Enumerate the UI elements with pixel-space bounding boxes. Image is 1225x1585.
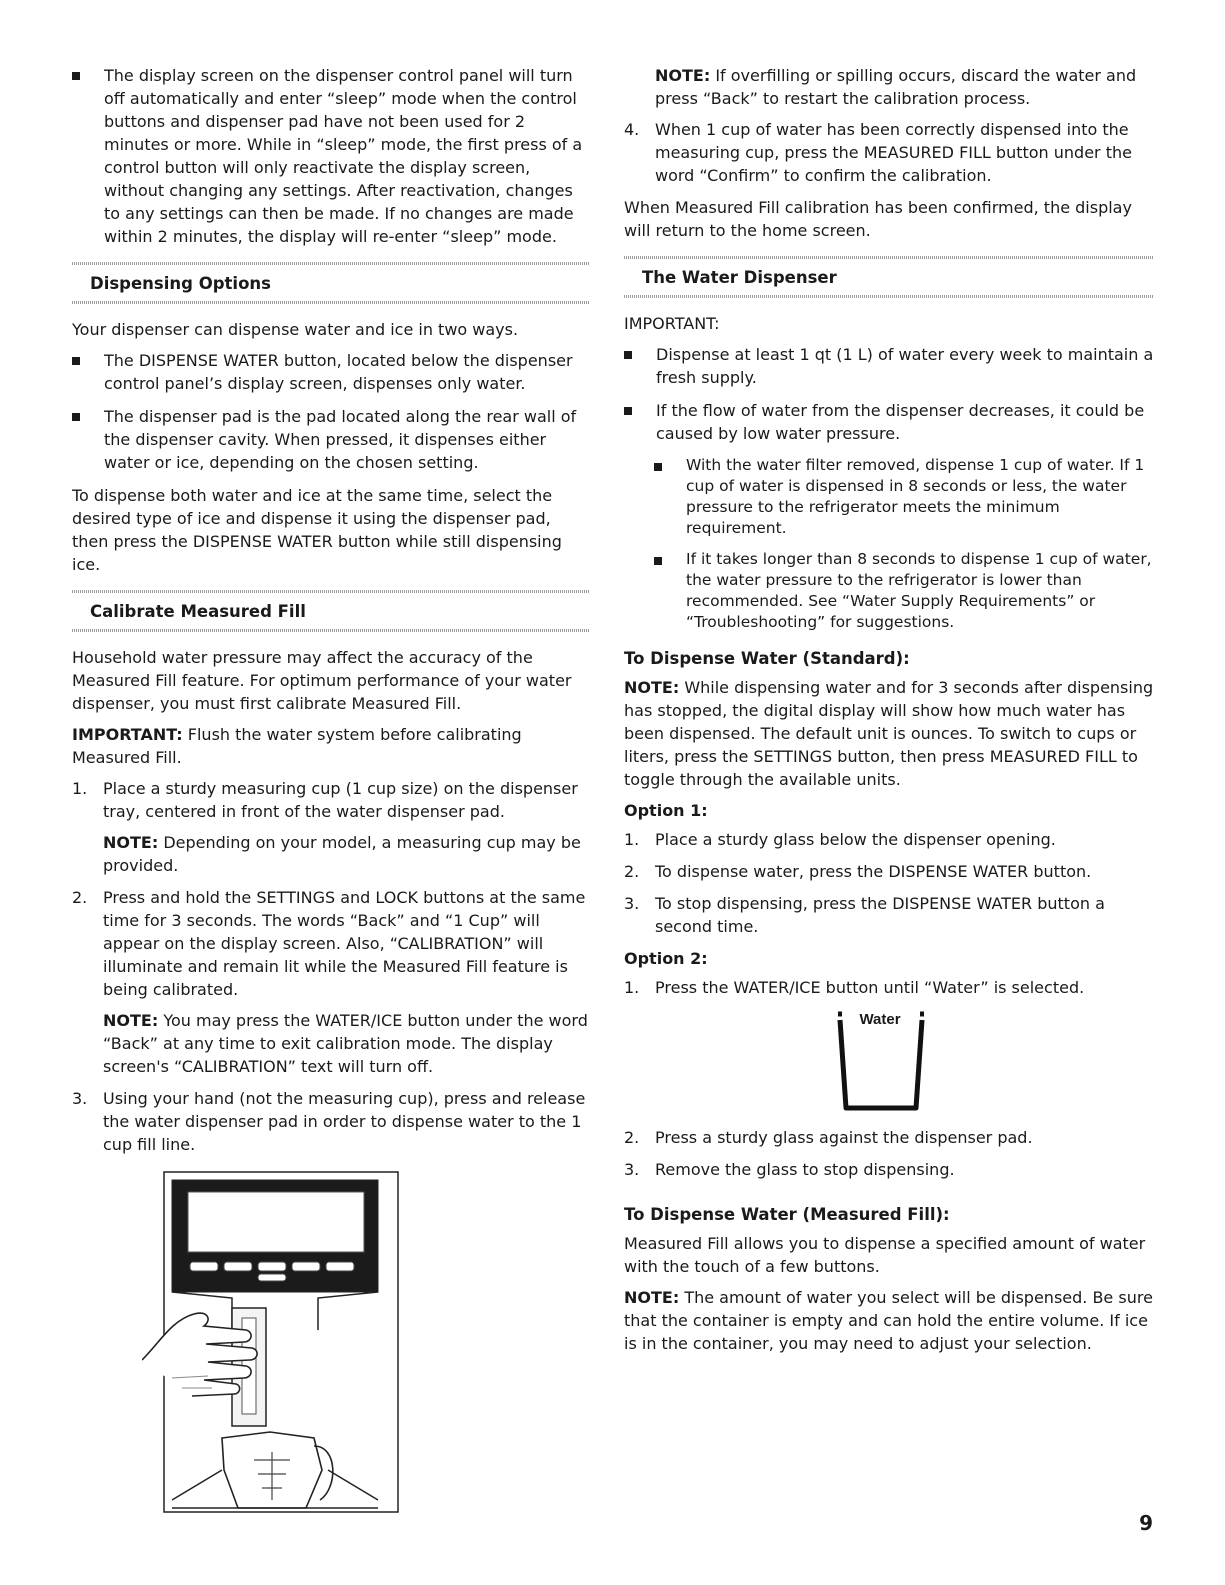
- step-text: Press the WATER/ICE button until “Water” is selected.: [655, 978, 1085, 997]
- option-step: [624, 976, 1154, 999]
- option-step: [624, 860, 1154, 883]
- step-number: 3.: [72, 1089, 88, 1108]
- water-pressure-sub-bullet: If it takes longer than 8 seconds to dispense 1 cup of water, the water pressure to the refrigerator is lower than recommended. See “Water Supply Requirements” or “Troubleshooting” for suggestions.: [654, 549, 1154, 633]
- note-text: Depending on your model, a measuring cup may be provided.: [103, 833, 581, 875]
- step-text: To stop dispensing, press the DISPENSE WATER button a second time.: [655, 894, 1105, 936]
- step-number: 3.: [624, 1160, 640, 1179]
- calibrate-heading: Calibrate Measured Fill: [72, 590, 590, 632]
- note-text: While dispensing water and for 3 seconds after dispensing has stopped, the digital display will show how much water has been dispensed. The default unit is ounces. To switch to cups or liters, press the SETTINGS button, then press MEASURED FILL to toggle through the available units.: [624, 678, 1154, 789]
- measured-intro: Measured Fill allows you to dispense a specified amount of water with the touch of a few buttons.: [624, 1234, 1146, 1276]
- dispensing-options-outro: To dispense both water and ice at the same time, select the desired type of ice and dispense it using the dispenser pad, then press the DISPENSE WATER button while still dispensing ice.: [72, 486, 562, 574]
- option-step: [624, 828, 1154, 851]
- step-number: 2.: [624, 862, 640, 881]
- standard-note: [624, 676, 1154, 791]
- dispense-measured-heading: To Dispense Water (Measured Fill):: [624, 1205, 950, 1224]
- note-text: If overfilling or spilling occurs, discard the water and press “Back” to restart the calibration process.: [655, 66, 1137, 108]
- option-1-heading: Option 1:: [624, 801, 708, 820]
- dispensing-options-intro: Your dispenser can dispense water and ice in two ways.: [72, 320, 519, 339]
- page-number: 9: [1139, 1511, 1153, 1535]
- step-note: [103, 831, 590, 877]
- dispense-standard-heading: To Dispense Water (Standard):: [624, 649, 910, 668]
- important-label: IMPORTANT:: [72, 725, 183, 744]
- step-text: Place a sturdy measuring cup (1 cup size) on the dispenser tray, centered in front of the water dispenser pad.: [103, 779, 578, 821]
- note-label: NOTE:: [655, 66, 711, 85]
- option-step: [624, 1158, 1154, 1181]
- step-number: 3.: [624, 894, 640, 913]
- water-selection-illustration: [824, 1008, 954, 1118]
- dispenser-hand-illustration: [142, 1170, 402, 1520]
- note-text: You may press the WATER/ICE button under the word “Back” at any time to exit calibration mode. The display screen's “CALIBRATION” text will turn off.: [103, 1011, 588, 1076]
- note-label: NOTE:: [624, 1288, 680, 1307]
- calibrate-step: [72, 1087, 590, 1156]
- calibration-note: [624, 64, 1154, 110]
- dispensing-option-bullet: The DISPENSE WATER button, located below the dispenser control panel’s display screen, dispenses only water.: [72, 349, 590, 395]
- calibration-confirmed-text: When Measured Fill calibration has been confirmed, the display will return to the home screen.: [624, 198, 1132, 240]
- step-number: 1.: [624, 978, 640, 997]
- water-cup-icon: [824, 1008, 954, 1118]
- calibrate-step: [72, 777, 590, 877]
- calibrate-step: [624, 118, 1154, 187]
- dispensing-option-bullet: The dispenser pad is the pad located along the rear wall of the dispenser cavity. When pressed, it dispenses either water or ice, depending on the chosen setting.: [72, 405, 590, 474]
- measured-note: [624, 1286, 1154, 1355]
- step-text: Press and hold the SETTINGS and LOCK buttons at the same time for 3 seconds. The words “Back” and “1 Cup” will appear on the display screen. Also, “CALIBRATION” will illuminate and remain lit while the Measured Fill feature is being calibrated.: [103, 888, 586, 999]
- step-text: Place a sturdy glass below the dispenser opening.: [655, 830, 1056, 849]
- left-column: [72, 64, 590, 1520]
- water-dispenser-bullet: Dispense at least 1 qt (1 L) of water every week to maintain a fresh supply.: [624, 343, 1154, 389]
- step-number: 2.: [72, 888, 88, 907]
- step-number: 1.: [624, 830, 640, 849]
- water-dispenser-heading: The Water Dispenser: [624, 256, 1154, 298]
- right-column: [624, 64, 1154, 1363]
- step-text: Press a sturdy glass against the dispenser pad.: [655, 1128, 1033, 1147]
- important-text: Flush the water system before calibrating Measured Fill.: [72, 725, 522, 767]
- important-label: IMPORTANT:: [624, 314, 720, 333]
- note-label: NOTE:: [103, 1011, 159, 1030]
- step-text: Remove the glass to stop dispensing.: [655, 1160, 955, 1179]
- option-step: [624, 892, 1154, 938]
- step-text: To dispense water, press the DISPENSE WATER button.: [655, 862, 1092, 881]
- step-number: 4.: [624, 120, 640, 139]
- dispensing-options-heading: Dispensing Options: [72, 262, 590, 304]
- step-number: 2.: [624, 1128, 640, 1147]
- calibrate-step: [72, 886, 590, 1078]
- option-step: [624, 1126, 1154, 1149]
- option-2-heading: Option 2:: [624, 949, 708, 968]
- note-label: NOTE:: [624, 678, 680, 697]
- note-label: NOTE:: [103, 833, 159, 852]
- calibrate-intro: Household water pressure may affect the accuracy of the Measured Fill feature. For optimum performance of your water dispenser, you must first calibrate Measured Fill.: [72, 648, 572, 713]
- step-text: Using your hand (not the measuring cup), press and release the water dispenser pad in order to dispense water to the 1 cup fill line.: [103, 1089, 586, 1154]
- step-note: [103, 1009, 590, 1078]
- water-dispenser-bullet: If the flow of water from the dispenser decreases, it could be caused by low water pressure.: [624, 399, 1154, 445]
- step-number: 1.: [72, 779, 88, 798]
- sleep-mode-bullet: The display screen on the dispenser control panel will turn off automatically and enter “sleep” mode when the control buttons and dispenser pad have not been used for 2 minutes or more. While in “sleep” mode, the first press of a control button will only reactivate the display screen, without changing any settings. After reactivation, changes to any settings can then be made. If no changes are made within 2 minutes, the display will re-enter “sleep” mode.: [72, 64, 590, 248]
- water-pressure-sub-bullet: With the water filter removed, dispense 1 cup of water. If 1 cup of water is dispensed in 8 seconds or less, the water pressure to the refrigerator meets the minimum requirement.: [654, 455, 1154, 539]
- water-figure-label: Water: [859, 1011, 901, 1028]
- dispenser-illustration-icon: [142, 1170, 402, 1520]
- calibrate-important: [72, 723, 590, 769]
- note-text: The amount of water you select will be dispensed. Be sure that the container is empty and can hold the entire volume. If ice is in the container, you may need to adjust your selection.: [624, 1288, 1153, 1353]
- step-text: When 1 cup of water has been correctly dispensed into the measuring cup, press the MEASURED FILL button under the word “Confirm” to confirm the calibration.: [655, 120, 1132, 185]
